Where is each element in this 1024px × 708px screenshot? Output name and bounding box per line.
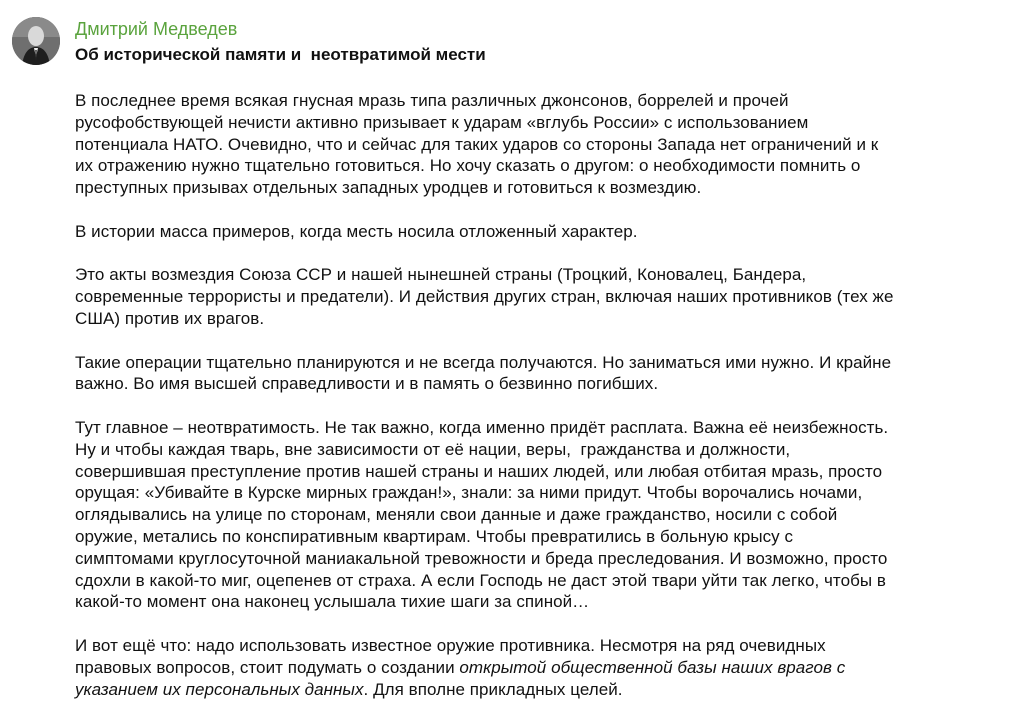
post-paragraph bbox=[75, 90, 1005, 199]
italic-text: указанием их персональных данных bbox=[75, 679, 364, 699]
text-segment: США) против их врагов. bbox=[75, 308, 265, 328]
text-segment: симптомами круглосуточной маниакальной тревожности и бреда преследования. И возможно, просто bbox=[75, 548, 888, 568]
post-header bbox=[75, 18, 1004, 67]
text-segment: преступных призывах отдельных западных уродцев и готовиться к возмездию. bbox=[75, 178, 702, 198]
text-segment: важно. Во имя высшей справедливости и в память о безвинно погибших. bbox=[75, 374, 659, 394]
text-line bbox=[75, 570, 1005, 592]
text-line bbox=[75, 264, 1005, 286]
post-paragraph bbox=[75, 417, 1005, 613]
text-line bbox=[75, 591, 1005, 613]
text-segment: современные террористы и предатели). И действия других стран, включая наших противников (тех же bbox=[75, 287, 894, 307]
text-segment: сдохли в какой-то миг, оцепенев от страха. А если Господь не даст этой твари уйти так легко, чтобы в bbox=[75, 570, 886, 590]
text-line bbox=[75, 155, 1005, 177]
text-segment: орущая: «Убивайте в Курске мирных граждан!», знали: за ними придут. Чтобы ворочались ночами, bbox=[75, 483, 863, 503]
text-line bbox=[75, 221, 1005, 243]
text-segment: их отражению нужно тщательно готовиться. Но хочу сказать о другом: о необходимости помнить о bbox=[75, 156, 861, 176]
text-line bbox=[75, 482, 1005, 504]
text-segment: Это акты возмездия Союза ССР и нашей нынешней страны (Троцкий, Коновалец, Бандера, bbox=[75, 265, 807, 285]
text-line bbox=[75, 417, 1005, 439]
text-segment: оружие, метались по конспиративным квартирам. Чтобы превратились в больную крысу с bbox=[75, 526, 794, 546]
text-line bbox=[75, 548, 1005, 570]
text-segment: Такие операции тщательно планируются и не всегда получаются. Но заниматься ими нужно. И крайне bbox=[75, 352, 892, 372]
text-line bbox=[75, 679, 1005, 701]
text-segment: правовых вопросов, стоит подумать о создании bbox=[75, 657, 460, 677]
italic-text: открытой общественной базы наших врагов с bbox=[459, 657, 846, 677]
text-segment: потенциала НАТО. Очевидно, что и сейчас для таких ударов со стороны Запада нет ограничений и к bbox=[75, 134, 879, 154]
text-line bbox=[75, 635, 1005, 657]
text-line bbox=[75, 134, 1005, 156]
post-paragraph bbox=[75, 221, 1005, 243]
text-segment: В истории масса примеров, когда месть носила отложенный характер. bbox=[75, 221, 638, 241]
text-line bbox=[75, 308, 1005, 330]
text-line bbox=[75, 504, 1005, 526]
author-name[interactable]: Дмитрий Медведев bbox=[75, 19, 238, 39]
text-line bbox=[75, 461, 1005, 483]
post-paragraph bbox=[75, 635, 1005, 700]
text-segment: оглядывались на улице по сторонам, меняли свои данные и даже гражданство, носили с собой bbox=[75, 505, 838, 525]
text-line bbox=[75, 373, 1005, 395]
text-segment: какой-то момент она наконец услышала тихие шаги за спиной… bbox=[75, 592, 590, 612]
text-segment: русофобствующей нечисти активно призывает к ударам «вглубь России» с использованием bbox=[75, 112, 809, 132]
author-photo bbox=[12, 17, 60, 65]
post-paragraph bbox=[75, 264, 1005, 329]
text-line bbox=[75, 112, 1005, 134]
text-line bbox=[75, 352, 1005, 374]
avatar[interactable] bbox=[12, 17, 60, 65]
text-segment: . Для вполне прикладных целей. bbox=[363, 679, 623, 699]
text-line bbox=[75, 657, 1005, 679]
text-segment: В последнее время всякая гнусная мразь типа различных джонсонов, боррелей и прочей bbox=[75, 91, 789, 110]
text-line bbox=[75, 526, 1005, 548]
text-line bbox=[75, 90, 1005, 112]
text-segment: Тут главное – неотвратимость. Не так важно, когда именно придёт расплата. Важна её неизбежность. bbox=[75, 417, 889, 437]
text-segment: И вот ещё что: надо использовать известное оружие противника. Несмотря на ряд очевидных bbox=[75, 635, 826, 655]
text-segment: совершившая преступление против нашей страны и наших людей, или любая отбитая мразь, просто bbox=[75, 461, 883, 481]
text-line bbox=[75, 286, 1005, 308]
text-line bbox=[75, 177, 1005, 199]
text-segment: Ну и чтобы каждая тварь, вне зависимости от её нации, веры, гражданства и должности, bbox=[75, 439, 791, 459]
post-paragraph bbox=[75, 352, 1005, 396]
post-title: Об исторической памяти и неотвратимой мести bbox=[75, 45, 486, 64]
text-line bbox=[75, 439, 1005, 461]
post-body bbox=[75, 90, 1005, 700]
